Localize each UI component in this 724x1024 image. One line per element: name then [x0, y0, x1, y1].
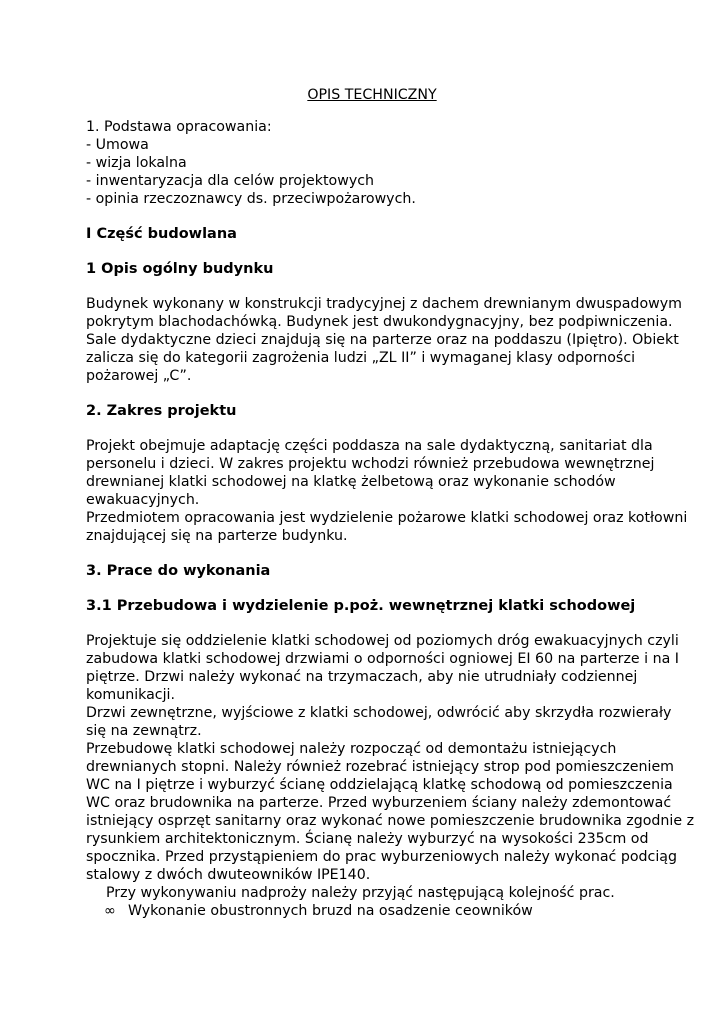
basis-item: - inwentaryzacja dla celów projektowych — [86, 173, 375, 189]
basis-item: - wizja lokalna — [86, 155, 187, 171]
part1-heading: I Część budowlana — [86, 226, 237, 242]
paragraph-line: zalicza się do kategorii zagrożenia ludzi „ZL II” i wymaganej klasy odporności — [86, 350, 636, 366]
section31-paragraph — [86, 632, 695, 920]
paragraph-line: komunikacji. — [86, 687, 175, 703]
paragraph-line: drewnianych stopni. Należy również rozebrać istniejący strop pod pomieszczeniem — [86, 759, 674, 775]
paragraph-line: Budynek wykonany w konstrukcji tradycyjnej z dachem drewnianym dwuspadowym — [86, 296, 682, 312]
paragraph-line: się na zewnątrz. — [86, 723, 202, 739]
paragraph-line: WC oraz brudownika na parterze. Przed wyburzeniem ściany należy zdemontować — [86, 795, 672, 811]
paragraph-line: pokrytym blachodachówką. Budynek jest dwukondygnacyjny, bez podpiwniczenia. — [86, 314, 673, 330]
bullet-text: Wykonanie obustronnych bruzd na osadzenie ceowników — [128, 903, 533, 919]
paragraph-line: personelu i dzieci. W zakres projektu wchodzi również przebudowa wewnętrznej — [86, 456, 655, 472]
paragraph-line: stalowy z dwóch dwuteowników IPE140. — [86, 867, 371, 883]
indented-line: Przy wykonywaniu nadproży należy przyjąć następującą kolejność prac. — [106, 885, 615, 901]
paragraph-line: znajdującej się na parterze budynku. — [86, 528, 348, 544]
section31-heading: 3.1 Przebudowa i wydzielenie p.poż. wewnętrznej klatki schodowej — [86, 598, 636, 614]
infinity-bullet-icon: ∞ — [104, 903, 116, 919]
paragraph-line: Projekt obejmuje adaptację części poddasza na sale dydaktyczną, sanitariat dla — [86, 438, 653, 454]
document-title: OPIS TECHNICZNY — [307, 87, 437, 103]
paragraph-line: Projektuje się oddzielenie klatki schodowej od poziomych dróg ewakuacyjnych czyli — [86, 633, 679, 649]
basis-heading: 1. Podstawa opracowania: — [86, 119, 272, 135]
paragraph-line: Przedmiotem opracowania jest wydzielenie pożarowe klatki schodowej oraz kotłowni — [86, 510, 688, 526]
paragraph-line: drewnianej klatki schodowej na klatkę żelbetową oraz wykonanie schodów — [86, 474, 616, 490]
paragraph-line: Sale dydaktyczne dzieci znajdują się na parterze oraz na poddaszu (Ipiętro). Obiekt — [86, 332, 679, 348]
paragraph-line: istniejący osprzęt sanitarny oraz wykonać nowe pomieszczenie brudownika zgodnie z — [86, 813, 695, 829]
section2-heading: 2. Zakres projektu — [86, 403, 237, 419]
paragraph-line: rysunkiem architektonicznym. Ścianę należy wyburzyć na wysokości 235cm od — [86, 831, 649, 847]
section1-paragraph — [86, 295, 682, 385]
section3-heading: 3. Prace do wykonania — [86, 563, 271, 579]
paragraph-line: spocznika. Przed przystąpieniem do prac wyburzeniowych należy wykonać podciąg — [86, 849, 677, 865]
paragraph-line: WC na I piętrze i wyburzyć ścianę oddzielającą klatkę schodową od pomieszczenia — [86, 777, 673, 793]
basis-item: - opinia rzeczoznawcy ds. przeciwpożarowych. — [86, 191, 416, 207]
paragraph-line: Przebudowę klatki schodowej należy rozpocząć od demontażu istniejących — [86, 741, 617, 757]
paragraph-line: pożarowej „C”. — [86, 368, 192, 384]
paragraph-line: zabudowa klatki schodowej drzwiami o odporności ogniowej EI 60 na parterze i na I — [86, 651, 679, 667]
paragraph-line: piętrze. Drzwi należy wykonać na trzymaczach, aby nie utrudniały codziennej — [86, 669, 638, 685]
basis-block — [86, 118, 644, 208]
section2-paragraph — [86, 437, 688, 545]
paragraph-line: Drzwi zewnętrzne, wyjściowe z klatki schodowej, odwrócić aby skrzydła rozwierały — [86, 705, 672, 721]
bullet-item — [86, 902, 644, 920]
basis-item: - Umowa — [86, 137, 149, 153]
section1-heading: 1 Opis ogólny budynku — [86, 261, 274, 277]
paragraph-line: ewakuacyjnych. — [86, 492, 200, 508]
